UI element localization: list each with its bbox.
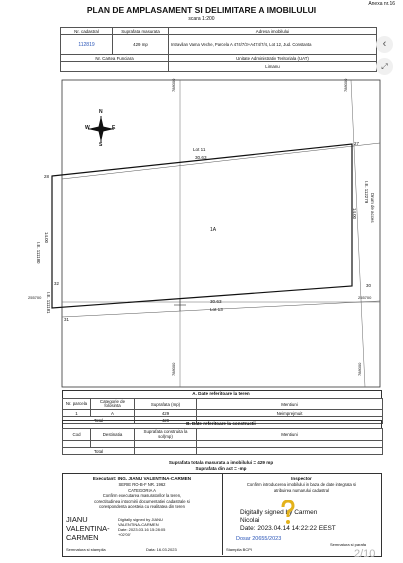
dist-top-label: 30.63 [195, 155, 207, 160]
executant-caption: Semnatura si stampila [66, 547, 106, 552]
plan-frame [62, 80, 380, 387]
grid-vertical-right [351, 80, 365, 387]
road-label: Drum de acces [370, 193, 375, 223]
inspector-stamp: Stampila BCPI [226, 547, 253, 552]
compass-icon [88, 116, 114, 142]
compass-n: N [99, 109, 103, 115]
point-28: 28 [44, 174, 49, 179]
grid-label-bottom-left: 788000 [171, 362, 176, 376]
table-row [63, 410, 383, 417]
section-a-title: A. Date referitoare la teren [192, 390, 250, 396]
executant-sig4: +02'00' [118, 532, 131, 537]
executant-sig2: VALENTINA-CARMEN [118, 522, 159, 527]
compass-e: E [112, 125, 116, 131]
inspector-title: Inspector [291, 476, 312, 481]
annex-label: Anexa nr.16 [368, 1, 395, 7]
grid-label-top-right: 788000 [343, 78, 348, 92]
row-cat: A [91, 410, 135, 417]
inspector-sig3: Date: 2023.04.14 14:22:22 EEST [240, 525, 336, 532]
executant-line4: corectitudinea intocmirii documentatiei cadastrale si [94, 498, 190, 504]
inspector-line2: atribuirea numarului cadastral [273, 487, 330, 493]
parcel-label: 1A [210, 227, 217, 233]
executant-line3: Confirm executarea masuratorilor la teren, [102, 493, 182, 498]
compass-s: S [99, 142, 103, 148]
row-surface: 429 [135, 410, 197, 417]
executant-name3: CARMEN [66, 533, 99, 542]
empty-cell [197, 441, 383, 448]
empty-cell [135, 448, 197, 455]
inspector-line1: Confirm introducerea imobilului in baza de date integrata si [246, 482, 357, 487]
right-dist-label: 14.00 [352, 208, 357, 219]
executant-name1: JIANU [66, 515, 88, 524]
inspector-sig1: Digitally signed by Carmen [240, 509, 318, 516]
lot-bottom-label: Lot 13 [210, 307, 223, 312]
compass-w: W [85, 125, 90, 131]
col-cf: Nr. Cartea Funciara [61, 55, 169, 62]
col-surface: Suprafata masurata [113, 28, 169, 35]
total-label-a: Total [63, 417, 135, 424]
dist-bottom-label: 30.63 [210, 299, 222, 304]
col-nr: Nr. parcela [63, 399, 91, 410]
col-address: Adresa imobilului [169, 28, 377, 35]
point-31: 31 [64, 317, 69, 322]
empty-cell [63, 441, 91, 448]
cf-value [61, 62, 169, 72]
inspector-sig2: Nicolai [240, 517, 260, 524]
grid-label-top-left: 788000 [171, 78, 176, 92]
back-button[interactable]: ‹ [376, 36, 393, 53]
executant-line2: CATEGORIA A [128, 487, 156, 493]
col-mentions-b: Mentiuni [197, 429, 383, 441]
row-nr: 1 [63, 410, 91, 417]
section-b-title: B. Date referitoare la constructii [186, 420, 256, 426]
executant-line1: SERIE RO-B-F NR. 1962 [118, 482, 166, 487]
left-dist-label: 14.00 [44, 232, 49, 243]
executant-name2: VALENTINA- [66, 524, 110, 533]
executant-line5: corespondenta acesteia cu realitatea din teren [99, 504, 185, 509]
executant-date: Data: 16.03.2023 [146, 547, 177, 552]
section-b-table [62, 428, 383, 455]
inspector-dosar: Dosar 20655/2023 [236, 536, 282, 542]
expand-button[interactable]: ⤢ [376, 58, 393, 75]
summary-line1: Suprafata totala masurata a imobilului = 429 mp [168, 460, 274, 465]
col-mentions-a: Mentiuni [197, 399, 383, 410]
grid-label-right: 255700 [358, 295, 372, 300]
inspector-caption: Semnatura si parafa [330, 542, 367, 547]
empty-cell [91, 441, 135, 448]
col-dest: Destinatia [91, 429, 135, 441]
executant-title: Executant: ING. JIANU VALENTINA-CARMEN [92, 476, 192, 481]
empty-cell [135, 441, 197, 448]
col-cat: Categorie de folosinta [91, 399, 135, 410]
crosshair-icon [174, 299, 186, 311]
lot-top-label: Lot 11 [193, 147, 206, 152]
col-surface-a: Suprafata (mp) [135, 399, 197, 410]
col-surface-b: Suprafata construita la sol(mp) [135, 429, 197, 441]
grid-label-left: 255700 [28, 295, 42, 300]
page-title: PLAN DE AMPLASAMENT SI DELIMITARE A IMOBILULUI [86, 5, 317, 15]
point-32: 32 [54, 281, 59, 286]
point-30: 30 [366, 283, 371, 288]
row-mention: Neimprejmuit [197, 410, 383, 417]
col-cod: Cod [63, 429, 91, 441]
point-27: 27 [354, 141, 359, 146]
summary-line2: Suprafata din act = -mp [195, 466, 247, 471]
col-uat: Unitate Administrativ Teritoriala (UAT) [169, 55, 377, 62]
page-counter: 2/10 [354, 548, 376, 560]
left-ie-lower-label: I.E. 111181 [46, 292, 51, 314]
left-ie-upper-label: I.E. 111180 [36, 242, 41, 264]
right-ie-label: I.E. 112279 [364, 181, 369, 204]
empty-cell [197, 448, 383, 455]
grid-label-bottom-right: 788000 [357, 362, 362, 376]
executant-sig3: Date: 2023.03.16 15:28:05 [118, 527, 166, 532]
scale-label: scara 1:200 [188, 16, 215, 22]
signature-status-icon [280, 500, 296, 526]
plan-drawing [0, 78, 403, 391]
executant-sig1: Digitally signed by JIANU [118, 517, 163, 522]
address-value: Intravilan Vama Veche, Parcela A 474/7/3+A474/7/4, Lot 12, Jud. Constanta [169, 35, 377, 55]
lot11-line [62, 143, 380, 179]
total-value-a: 429 [135, 417, 197, 424]
cadastral-value: 112819 [61, 35, 113, 55]
col-cadastral: Nr. cadastral [61, 28, 113, 35]
total-label-b: Total [63, 448, 135, 455]
header-table [60, 27, 377, 72]
surface-value: 429 mp [113, 35, 169, 55]
uat-value: Limanu [169, 62, 377, 72]
parcel-outline [52, 144, 352, 308]
